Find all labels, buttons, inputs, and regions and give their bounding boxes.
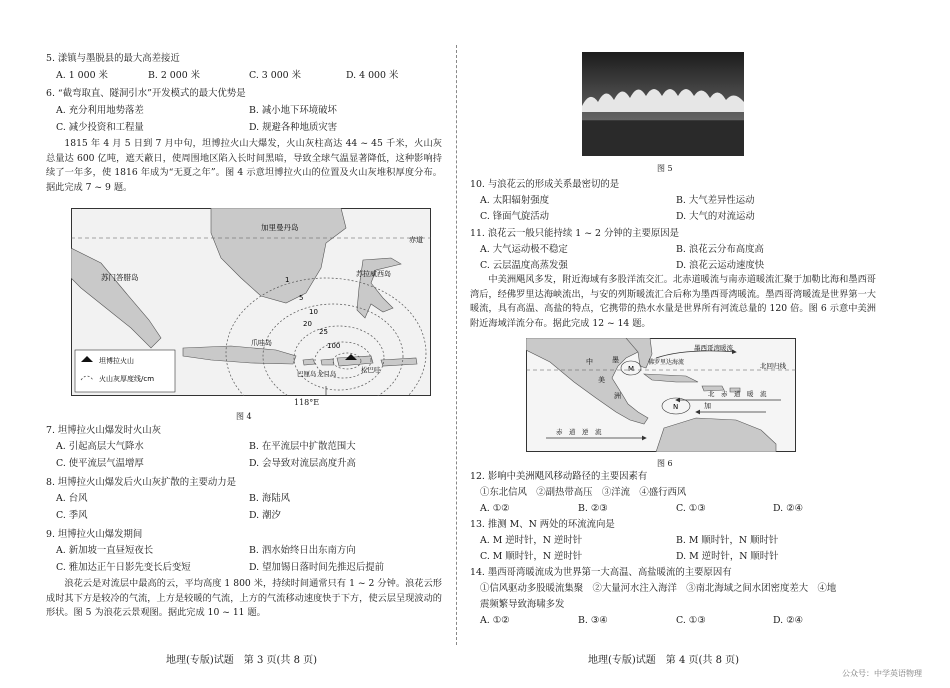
q12-option-d: D. ②④ bbox=[773, 503, 803, 514]
q14-option-c: C. ①③ bbox=[676, 615, 706, 626]
label-M: M bbox=[628, 365, 635, 373]
q13-stem: 13. 推测 M、N 两处的环流流向是 bbox=[470, 519, 615, 530]
q6-option-a: A. 充分利用地势落差 bbox=[56, 105, 144, 116]
q12-option-a: A. ①② bbox=[480, 503, 510, 514]
figure-5-caption: 图 5 bbox=[657, 164, 673, 173]
label-sumbawa: 松巴哇 bbox=[361, 366, 381, 374]
watermark: 公众号：中学英语物理 bbox=[842, 669, 922, 678]
q8-option-d: D. 潮汐 bbox=[249, 510, 281, 521]
intro-7-9: 1815 年 4 月 5 日到 7 月中旬，坦博拉火山大爆发，火山灰柱高达 44 ~ 45 千米，火山灰总量达 600 亿吨，遮天蔽日，使周围地区陷入长时间黑暗，导致全球气温显著降低，这种影响持续了一年多，使 1816 年成为“无夏之年”。图 4 示意坦博拉火山的位置及火山灰堆积厚度分布。据此完成 7 ~ 9 题。 bbox=[46, 138, 442, 193]
label-mei: 美 bbox=[598, 376, 605, 384]
q5-option-b: B. 2 000 米 bbox=[148, 70, 201, 81]
label-sumatra: 苏门答腊岛 bbox=[101, 273, 139, 282]
label-mexico-bay: 墨 bbox=[612, 356, 619, 364]
meridian-label: 118°E bbox=[294, 398, 320, 407]
q9-option-c: C. 雅加达正午日影先变长后变短 bbox=[56, 562, 191, 573]
intro-10-11: 浪花云是对流层中最高的云，平均高度 1 800 米，持续时间通常只有 1 ~ 2 分钟。浪花云形成时其下方是较冷的气流，上方是较暖的气流，上方的气流移动速度快于下方，使云层呈现波动的形状。图 5 为浪花云景观图。据此完成 10 ~ 11 题。 bbox=[46, 578, 442, 619]
q9-option-a: A. 新加坡一直昼短夜长 bbox=[56, 545, 154, 556]
figure-5-photo bbox=[582, 52, 744, 156]
label-equator: 赤道 bbox=[409, 236, 423, 244]
figure-6-caption: 图 6 bbox=[657, 459, 673, 468]
q13-option-c: C. M 顺时针，N 逆时针 bbox=[480, 551, 583, 562]
q7-option-a: A. 引起高层大气降水 bbox=[56, 441, 144, 452]
q13-option-d: D. M 逆时针，N 顺时针 bbox=[676, 551, 779, 562]
label-eq-counter-current: 赤 道 逆 流 bbox=[556, 428, 602, 436]
column-divider bbox=[456, 45, 457, 645]
figure-4-caption: 图 4 bbox=[236, 412, 252, 421]
q13-option-b: B. M 顺时针，N 顺时针 bbox=[676, 535, 779, 546]
q5-option-d: D. 4 000 米 bbox=[346, 70, 399, 81]
q13-option-a: A. M 逆时针，N 逆时针 bbox=[480, 535, 583, 546]
q5-option-a: A. 1 000 米 bbox=[56, 70, 108, 81]
label-kalimantan: 加里曼丹岛 bbox=[261, 223, 299, 232]
q12-option-c: C. ①③ bbox=[676, 503, 706, 514]
q8-option-c: C. 季风 bbox=[56, 510, 88, 521]
label-zhong: 中 bbox=[586, 358, 593, 366]
q10-option-c: C. 锋面气旋活动 bbox=[480, 211, 550, 222]
label-bali: 巴厘岛 bbox=[297, 370, 317, 378]
q5-stem: 5. 漾镇与墨脱县的最大高差接近 bbox=[46, 53, 180, 64]
q6-option-c: C. 减少投资和工程量 bbox=[56, 122, 144, 133]
q11-stem: 11. 浪花云一般只能持续 1 ~ 2 分钟的主要原因是 bbox=[470, 228, 679, 239]
q7-option-b: B. 在平流层中扩散范围大 bbox=[249, 441, 356, 452]
q9-stem: 9. 坦博拉火山爆发期间 bbox=[46, 529, 143, 540]
q14-option-d: D. ②④ bbox=[773, 615, 803, 626]
q11-option-b: B. 浪花云分布高度高 bbox=[676, 244, 764, 255]
q14-option-a: A. ①② bbox=[480, 615, 510, 626]
q6-stem: 6. “截弯取直、隧洞引水”开发模式的最大优势是 bbox=[46, 88, 246, 99]
q5-option-c: C. 3 000 米 bbox=[249, 70, 301, 81]
q8-option-a: A. 台风 bbox=[56, 493, 88, 504]
q11-option-c: C. 云层温度高蒸发强 bbox=[480, 260, 568, 271]
legend-volcano-label: 坦博拉火山 bbox=[99, 357, 134, 365]
left-page-footer: 地理(专版)试题 第 3 页(共 8 页) bbox=[166, 655, 318, 666]
q14-stem: 14. 墨西哥湾暖流成为世界第一大高温、高盐暖流的主要原因有 bbox=[470, 567, 732, 578]
q12-stem: 12. 影响中美洲飓风移动路径的主要因素有 bbox=[470, 471, 648, 482]
q6-option-d: D. 规避各种地质灾害 bbox=[249, 122, 338, 133]
label-java: 爪哇岛 bbox=[251, 339, 272, 347]
q10-option-b: B. 大气差异性运动 bbox=[676, 195, 755, 206]
q8-stem: 8. 坦博拉火山爆发后火山灰扩散的主要动力是 bbox=[46, 477, 237, 488]
q8-option-b: B. 海陆风 bbox=[249, 493, 290, 504]
q12-option-b: B. ②③ bbox=[578, 503, 608, 514]
legend-isoline-label: 火山灰厚度线/cm bbox=[99, 375, 155, 383]
label-florida: 佛罗里达海流 bbox=[648, 359, 685, 366]
label-N: N bbox=[673, 403, 679, 411]
contour-label-20: 20 bbox=[303, 320, 312, 328]
figure-6-map bbox=[526, 338, 796, 452]
q7-stem: 7. 坦博拉火山爆发时火山灰 bbox=[46, 425, 162, 436]
q11-option-d: D. 浪花云运动速度快 bbox=[676, 260, 765, 271]
contour-label-100: 100 bbox=[327, 342, 341, 350]
label-lombok: 龙目岛 bbox=[317, 370, 337, 378]
q11-option-a: A. 大气运动极不稳定 bbox=[480, 244, 568, 255]
q7-option-c: C. 使平流层气温增厚 bbox=[56, 458, 144, 469]
q14-option-b: B. ③④ bbox=[578, 615, 608, 626]
q10-option-d: D. 大气的对流运动 bbox=[676, 211, 755, 222]
label-zhou: 洲 bbox=[614, 392, 621, 400]
q9-option-b: B. 泗水始终日出东南方向 bbox=[249, 545, 356, 556]
q14-items-line1: ①信风驱动多股暖流集聚 ②大量河水注入海洋 ③南北海域之间水团密度差大 ④地 bbox=[480, 583, 837, 594]
q12-items: ①东北信风 ②副热带高压 ③洋流 ④盛行西风 bbox=[480, 487, 687, 498]
q10-option-a: A. 太阳辐射强度 bbox=[480, 195, 549, 206]
label-gulf-stream: 墨西哥湾暖流 bbox=[694, 344, 733, 352]
q14-items-line2: 震频繁导致海啸多发 bbox=[480, 599, 565, 610]
intro-12-14: 中美洲飓风多发，附近海域有多股洋流交汇。北赤道暖流与南赤道暖流汇聚于加勒比海和墨西哥湾后，经佛罗里达海峡流出，与安的列斯暖流汇合后称为墨西哥湾暖流。墨西哥湾暖流是世界第一大暖流，具有高温、高盐的特点，它携带的热水水量是世界所有河流总量的 120 倍。图 6 示意中美洲附近海域洋流分布。据此完成 12 ~ 14 题。 bbox=[470, 274, 876, 329]
right-page-footer: 地理(专版)试题 第 4 页(共 8 页) bbox=[588, 655, 740, 666]
q6-option-b: B. 减小地下环境破坏 bbox=[249, 105, 337, 116]
contour-label-5: 5 bbox=[299, 294, 304, 302]
q10-stem: 10. 与浪花云的形成关系最密切的是 bbox=[470, 179, 620, 190]
q7-option-d: D. 会导致对流层高度升高 bbox=[249, 458, 356, 469]
q9-option-d: D. 望加锡日落时间先推迟后提前 bbox=[249, 562, 385, 573]
label-tropic: 北回归线 bbox=[760, 362, 786, 370]
label-caribbean: 加 bbox=[704, 402, 711, 410]
contour-label-1: 1 bbox=[285, 276, 290, 284]
contour-label-10: 10 bbox=[309, 308, 318, 316]
contour-label-25: 25 bbox=[319, 328, 328, 336]
label-sulawesi: 苏拉威西岛 bbox=[356, 270, 391, 278]
figure-4-map bbox=[71, 208, 431, 396]
label-north-eq-current: 北 赤 道 暖 流 bbox=[708, 390, 767, 398]
